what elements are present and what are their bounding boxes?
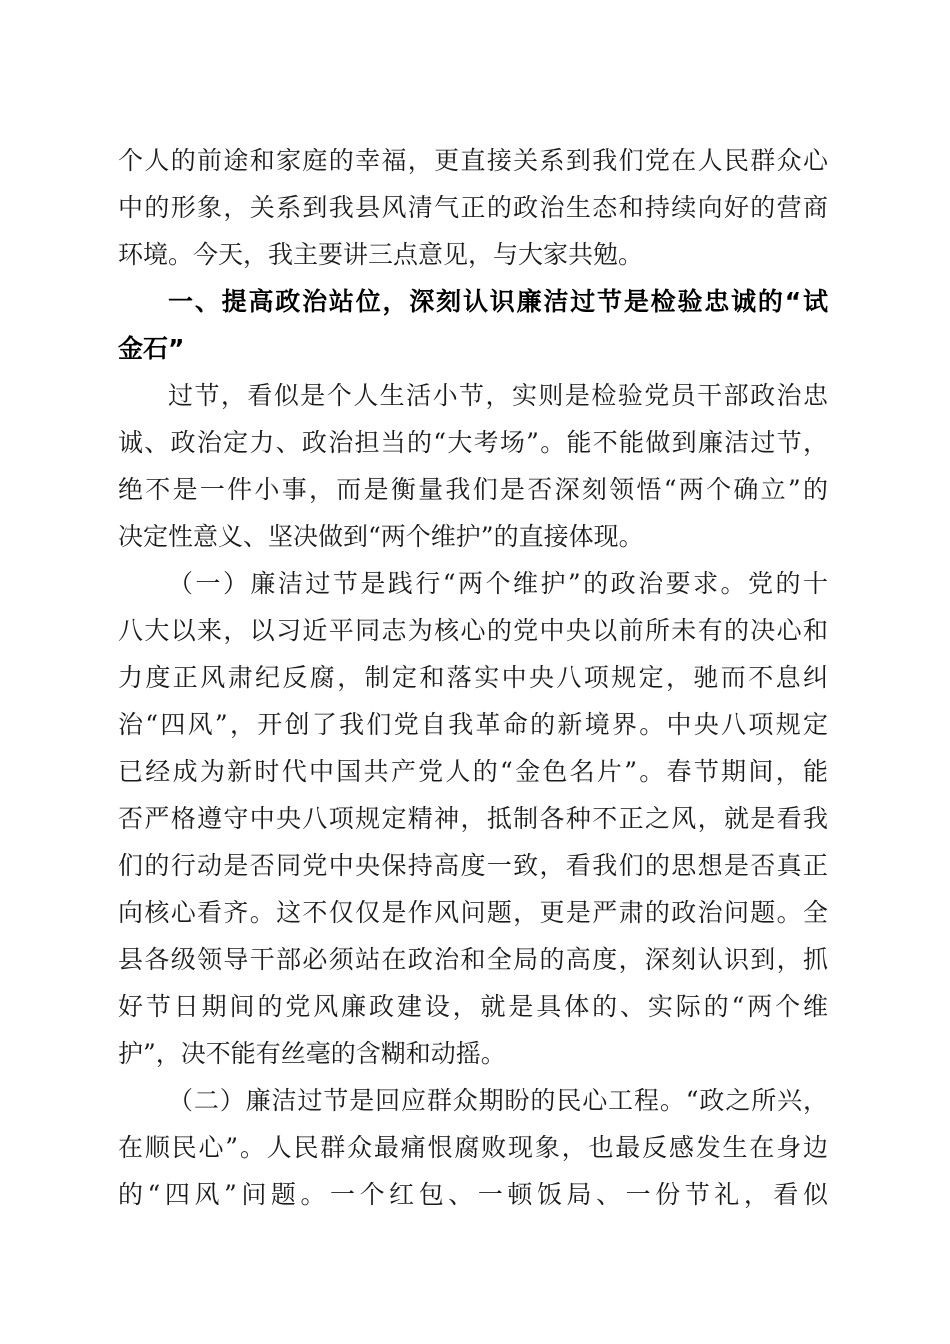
section-1-para-line-2: 诚、政治定力、政治担当的“大考场”。能不能做到廉洁过节，: [118, 428, 828, 457]
subsection-1-line-5: 已经成为新时代中国共产党人的“金色名片”。春节期间，能: [118, 757, 828, 786]
subsection-1-line-7: 们的行动是否同党中央保持高度一致，看我们的思想是否真正: [118, 851, 828, 880]
section-1-para-line-1: 过节，看似是个人生活小节，实则是检验党员干部政治忠: [168, 381, 828, 410]
intro-line-2: 中的形象，关系到我县风清气正的政治生态和持续向好的营商: [118, 193, 828, 222]
subsection-1-line-3: 力度正风肃纪反腐，制定和落实中央八项规定，驰而不息纠: [118, 663, 828, 692]
subsection-1-line-9: 县各级领导干部必须站在政治和全局的高度，深刻认识到，抓: [118, 945, 828, 974]
subsection-1-line-2: 八大以来，以习近平同志为核心的党中央以前所未有的决心和: [118, 616, 828, 645]
subsection-2-line-3: 的“四风”问题。一个红包、一顿饭局、一份节礼，看似: [118, 1180, 828, 1209]
section-1-para-line-4: 决定性意义、坚决做到“两个维护”的直接体现。: [118, 522, 644, 551]
section-1-heading-line-2: 金石”: [118, 334, 185, 363]
subsection-1-line-6: 否严格遵守中央八项规定精神，抵制各种不正之风，就是看我: [118, 804, 828, 833]
subsection-1-line-10: 好节日期间的党风廉政建设，就是具体的、实际的“两个维: [118, 992, 828, 1021]
section-1-para-line-3: 绝不是一件小事，而是衡量我们是否深刻领悟“两个确立”的: [118, 475, 828, 504]
subsection-1-line-1: （一）廉洁过节是践行“两个维护”的政治要求。党的十: [168, 569, 828, 598]
subsection-1-line-4: 治“四风”，开创了我们党自我革命的新境界。中央八项规定: [118, 710, 828, 739]
intro-line-1: 个人的前途和家庭的幸福，更直接关系到我们党在人民群众心: [118, 146, 828, 175]
subsection-1-line-11: 护”，决不能有丝毫的含糊和动摇。: [118, 1039, 506, 1068]
section-1-heading-line-1: 一、提高政治站位，深刻认识廉洁过节是检验忠诚的“试: [168, 287, 828, 316]
subsection-2-line-1: （二）廉洁过节是回应群众期盼的民心工程。“政之所兴，: [168, 1086, 828, 1115]
intro-line-3: 环境。今天，我主要讲三点意见，与大家共勉。: [118, 240, 644, 269]
subsection-1-line-8: 向核心看齐。这不仅仅是作风问题，更是严肃的政治问题。全: [118, 898, 828, 927]
subsection-2-line-2: 在顺民心”。人民群众最痛恨腐败现象，也最反感发生在身边: [118, 1133, 828, 1162]
